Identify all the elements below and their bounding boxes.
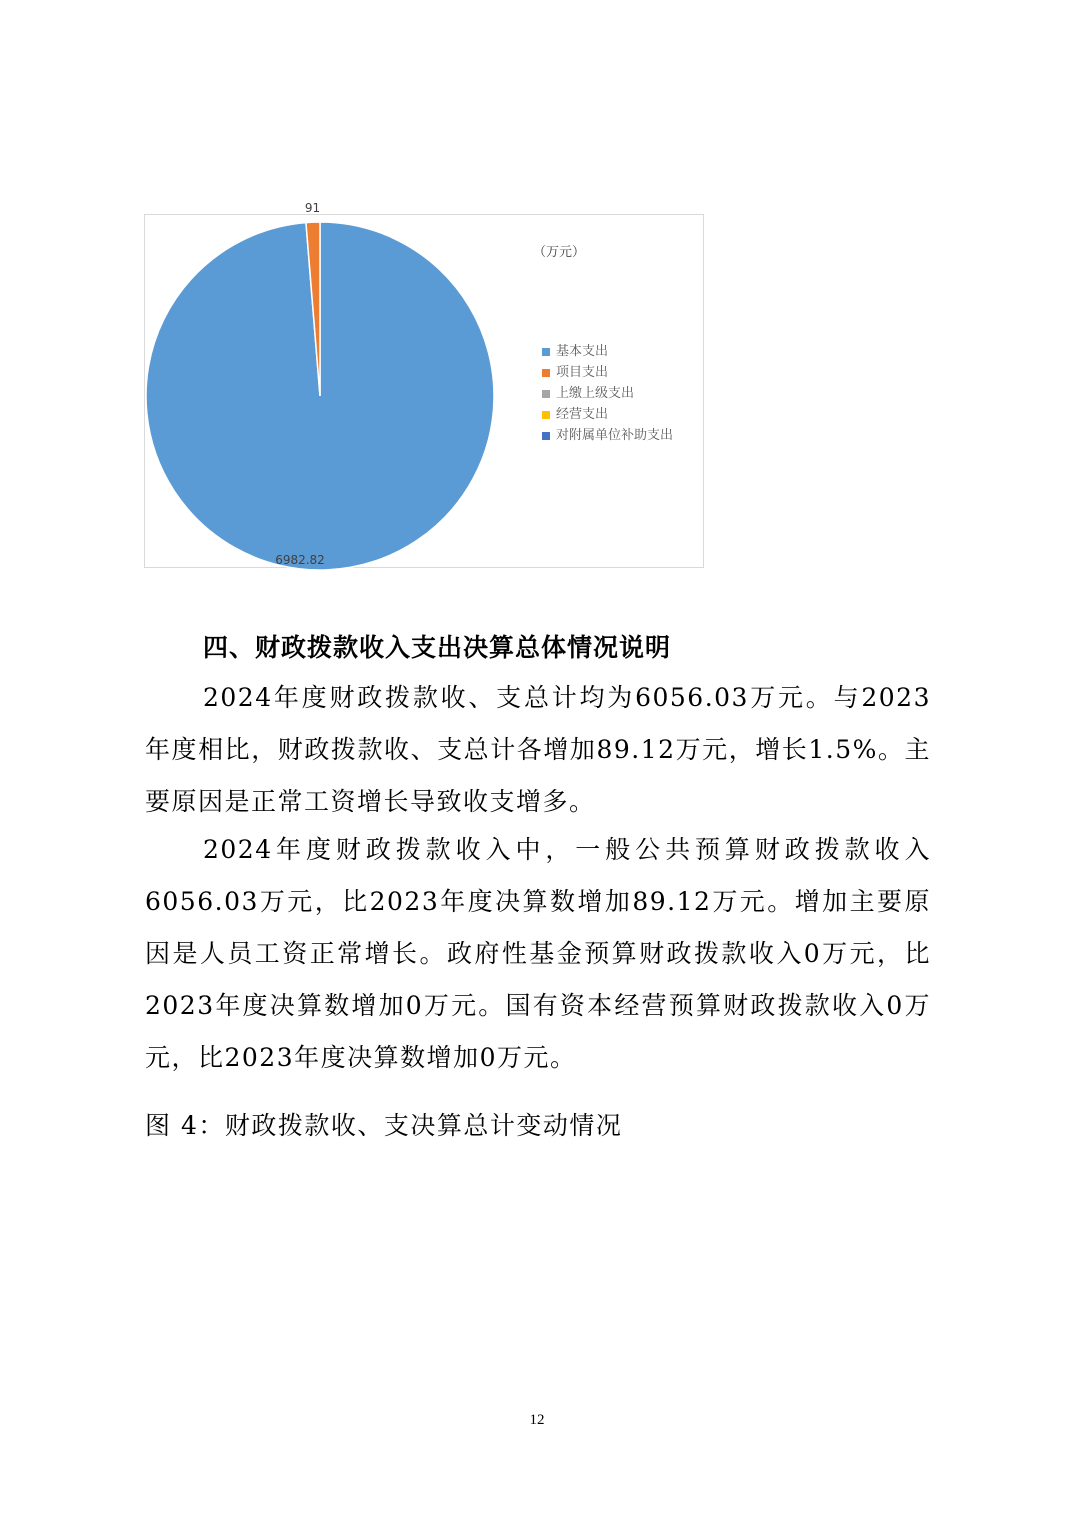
legend-item-4 [542,425,673,446]
legend-swatch [542,432,550,440]
page-number: 12 [529,1412,545,1428]
legend-swatch [542,369,550,377]
legend-item-2 [542,383,673,404]
legend-label: 经营支出 [556,407,609,422]
legend-swatch [542,348,550,356]
legend-label: 基本支出 [556,344,609,359]
legend-label: 项目支出 [556,365,609,380]
legend-label: 上缴上级支出 [556,386,635,401]
figure-caption: 图 4：财政拨款收、支决算总计变动情况 [145,1111,623,1140]
legend-item-1 [542,362,673,383]
legend-swatch [542,411,550,419]
paragraph-totals: 2024年度财政拨款收、支总计均为6056.03万元。与2023年度相比，财政拨款收、支总计各增加89.12万元，增长1.5%。主要原因是正常工资增长导致收支增多。 [145,683,931,816]
chart-unit-label: （万元） [533,245,586,260]
pie-data-label-1: 91 [304,201,321,216]
pie-data-label-0: 6982.82 [275,553,325,567]
section-heading: 四、财政拨款收入支出决算总体情况说明 [203,633,672,662]
chart-legend [542,341,673,446]
legend-label: 对附属单位补助支出 [556,428,674,443]
legend-item-0 [542,341,673,362]
legend-swatch [542,390,550,398]
pie-chart [144,201,704,568]
paragraph-income-breakdown: 2024年度财政拨款收入中，一般公共预算财政拨款收入6056.03万元，比2023年度决算数增加89.12万元。增加主要原因是人员工资正常增长。政府性基金预算财政拨款收入0万元，比2023年度决算数增加0万元。国有资本经营预算财政拨款收入0万元，比2023年度决算数增加0万元。 [145,835,931,1072]
legend-item-3 [542,404,673,425]
